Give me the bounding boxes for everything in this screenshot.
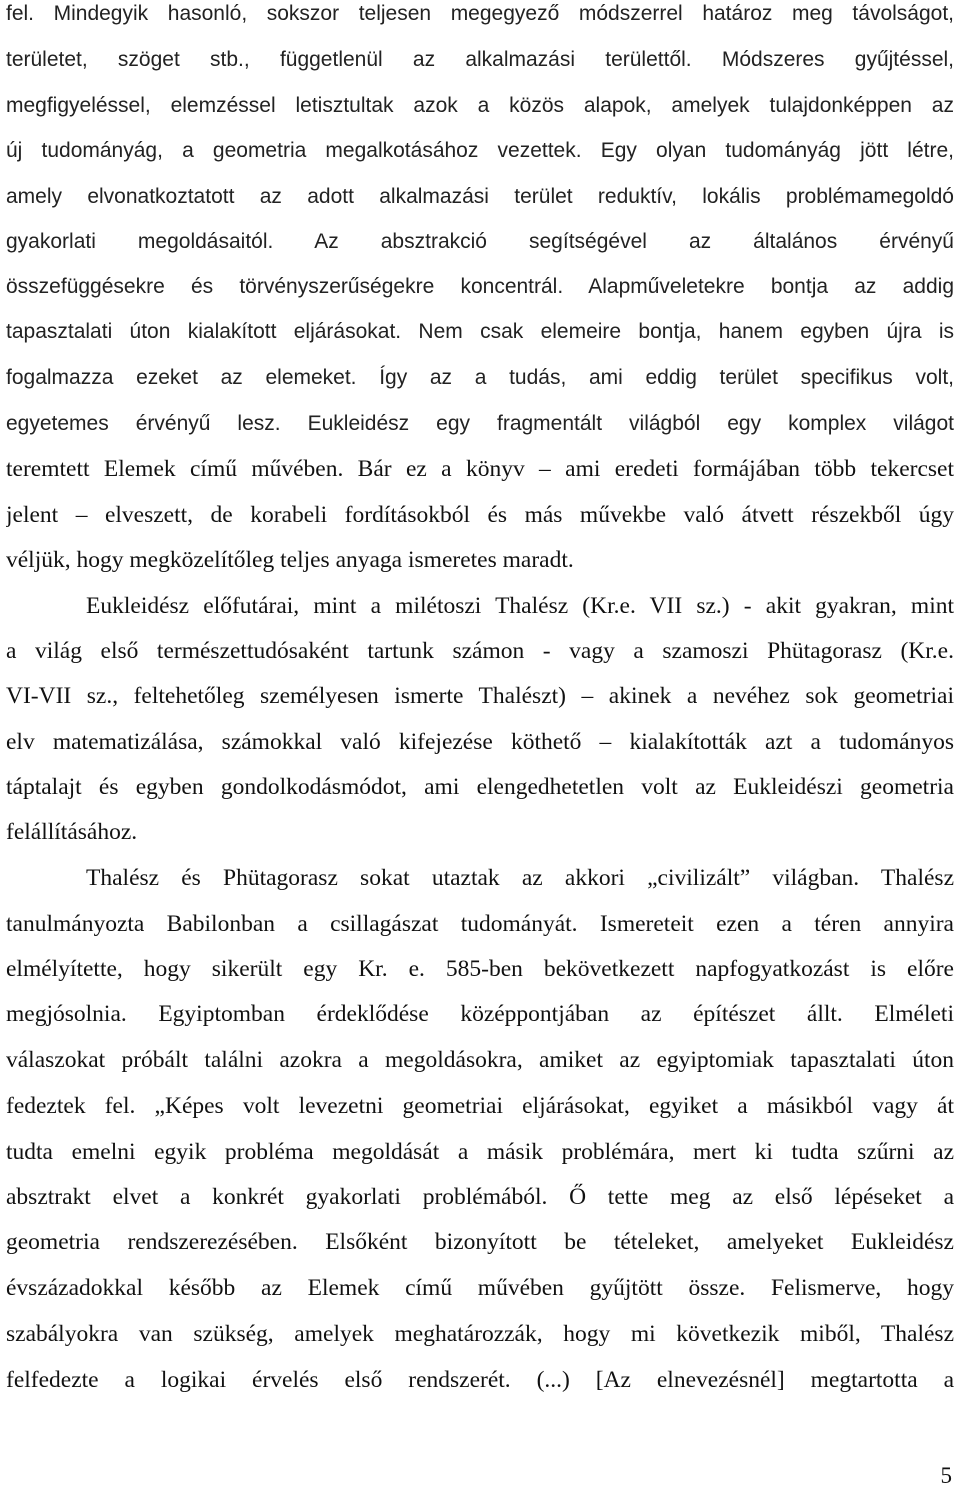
text-line: véljük, hogy megközelítőleg teljes anyaga ismeretes maradt.	[6, 547, 574, 573]
text-line: geometria rendszerezésében. Elsőként bizonyított be tételeket, amelyeket Eukleidész	[6, 1229, 954, 1255]
text-line: gyakorlati megoldásaitól. Az absztrakció segítségével az általános érvényű	[6, 230, 954, 253]
text-line: jelent – elveszett, de korabeli fordításokból és más művekbe való átvett részekből úgy	[6, 502, 954, 528]
text-line: elmélyítette, hogy sikerült egy Kr. e. 585-ben bekövetkezett napfogyatkozást is előre	[6, 956, 954, 982]
text-line: VI-VII sz., feltehetőleg személyesen ismerte Thalészt) – akinek a nevéhez sok geometriai	[6, 683, 954, 709]
text-line: összefüggésekre és törvényszerűségekre koncentrál. Alapműveletekre bontja az addig	[6, 275, 954, 298]
text-line: fogalmazza ezeket az elemeket. Így az a tudás, ami eddig terület specifikus volt,	[6, 366, 954, 389]
text-line: táptalajt és egyben gondolkodásmódot, ami elengedhetetlen volt az Eukleidészi geometria	[6, 774, 954, 800]
text-line: fedeztek fel. „Képes volt levezetni geometriai eljárásokat, egyiket a másikból vagy át	[6, 1093, 954, 1119]
text-line: új tudományág, a geometria megalkotásához vezettek. Egy olyan tudományág jött létre,	[6, 139, 954, 162]
text-line: egyetemes érvényű lesz. Eukleidész egy fragmentált világból egy komplex világot	[6, 412, 954, 435]
text-line: szabályokra van szükség, amelyek meghatározzák, hogy mi következik miből, Thalész	[6, 1321, 954, 1347]
text-line: amely elvonatkoztatott az adott alkalmazási terület reduktív, lokális problémamegoldó	[6, 185, 954, 208]
text-line: fel. Mindegyik hasonló, sokszor teljesen megegyező módszerrel határoz meg távolságot,	[6, 2, 954, 25]
text-line: évszázadokkal később az Elemek című művében gyűjtött össze. Felismerve, hogy	[6, 1275, 954, 1301]
text-line: tapasztalati úton kialakított eljárásokat. Nem csak elemeire bontja, hanem egyben újra is	[6, 320, 954, 343]
text-line: tudta emelni egyik probléma megoldását a másik problémára, mert ki tudta szűrni az	[6, 1139, 954, 1165]
text-line: elv matematizálása, számokkal való kifejezése köthető – kialakították azt a tudományos	[6, 729, 954, 755]
text-line: felfedezte a logikai érvelés első rendszerét. (...) [Az elnevezésnél] megtartotta a	[6, 1367, 954, 1393]
text-line: absztrakt elvet a konkrét gyakorlati problémából. Ő tette meg az első lépéseket a	[6, 1184, 954, 1210]
text-line: felállításához.	[6, 819, 138, 845]
text-line: megjósolnia. Egyiptomban érdeklődése középpontjában az építészet állt. Elméleti	[6, 1001, 954, 1027]
text-line: területet, szöget stb., függetlenül az alkalmazási területtől. Módszeres gyűjtéssel,	[6, 48, 954, 71]
text-line: megfigyeléssel, elemzéssel letisztultak azok a közös alapok, amelyek tulajdonképpen az	[6, 94, 954, 117]
text-line: válaszokat próbált találni azokra a megoldásokra, amiket az egyiptomiak tapasztalati úton	[6, 1047, 954, 1073]
text-line: tanulmányozta Babilonban a csillagászat tudományát. Ismereteit ezen a téren annyira	[6, 911, 954, 937]
text-line: a világ első természettudósaként tartunk számon - vagy a szamoszi Phütagorasz (Kr.e.	[6, 638, 954, 664]
text-line: teremtett Elemek című művében. Bár ez a könyv – ami eredeti formájában több tekercset	[6, 456, 954, 482]
page-number: 5	[940, 1463, 952, 1488]
text-line: Eukleidész előfutárai, mint a milétoszi Thalész (Kr.e. VII sz.) - akit gyakran, mint	[86, 593, 954, 619]
text-line: Thalész és Phütagorasz sokat utaztak az akkori „civilizált” világban. Thalész	[86, 865, 954, 891]
